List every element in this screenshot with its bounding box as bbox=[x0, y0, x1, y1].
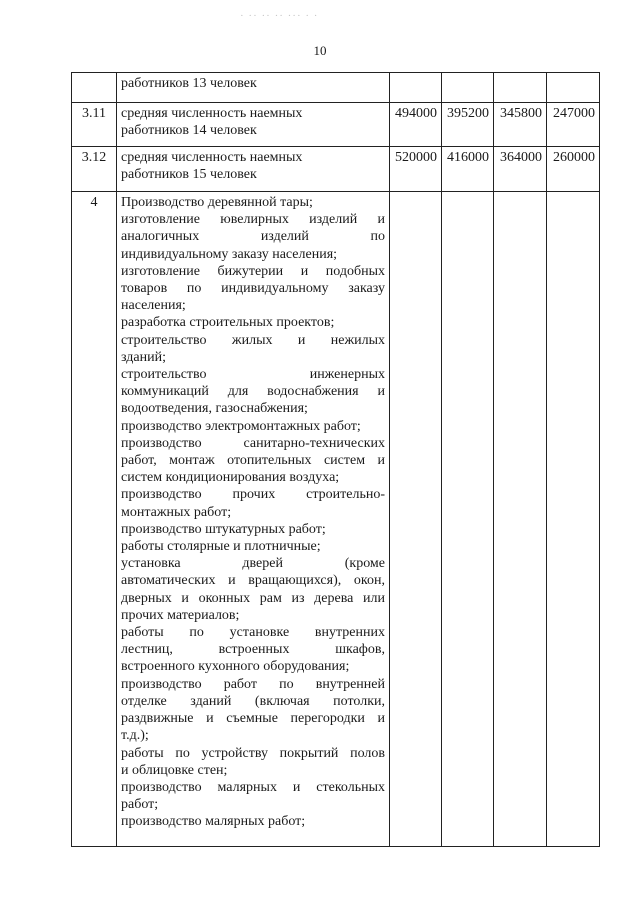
description-line: разработка строительных проектов; bbox=[121, 315, 335, 331]
description-line: и облицовке стен; bbox=[121, 762, 228, 778]
activity-description-cell bbox=[117, 147, 390, 192]
description-line: раздвижные и съемные перегородки и bbox=[121, 711, 385, 727]
description-line: населения; bbox=[121, 298, 186, 314]
amount-cell-4 bbox=[547, 192, 600, 847]
description-line: работников 15 человек bbox=[121, 167, 257, 183]
description-line: производство штукатурных работ; bbox=[121, 521, 326, 537]
description-line: изготовление бижутерии и подобных bbox=[121, 263, 385, 279]
description-line: индивидуальному заказу населения; bbox=[121, 246, 338, 262]
amount-cell-2 bbox=[442, 192, 494, 847]
row-number-cell: 3.12 bbox=[72, 147, 117, 192]
description-line: средняя численность наемных bbox=[121, 150, 303, 165]
description-line: дверных и оконных рам из дерева или bbox=[121, 590, 385, 606]
amount-cell-1 bbox=[390, 192, 442, 847]
description-line: производство санитарно-технических bbox=[121, 435, 385, 451]
amount-cell-2: 395200 bbox=[442, 103, 494, 147]
activity-description-cell bbox=[117, 192, 390, 847]
table-row bbox=[72, 103, 600, 147]
description-line: работ, монтаж отопительных систем и bbox=[121, 453, 385, 469]
description-line: Производство деревянной тары; bbox=[121, 195, 313, 210]
description-line: работ; bbox=[121, 797, 159, 813]
tariff-table bbox=[71, 72, 600, 847]
amount-cell-4: 260000 bbox=[547, 147, 600, 192]
description-line: производство работ по внутренней bbox=[121, 676, 385, 692]
amount-cell-2 bbox=[442, 73, 494, 103]
amount-cell-1: 520000 bbox=[390, 147, 442, 192]
description-line: зданий; bbox=[121, 349, 166, 365]
description-line: работы по установке внутренних bbox=[121, 625, 385, 641]
description-line: средняя численность наемных bbox=[121, 106, 303, 121]
description-line: встроенного кухонного оборудования; bbox=[121, 659, 350, 675]
amount-cell-3: 345800 bbox=[494, 103, 547, 147]
amount-cell-3 bbox=[494, 73, 547, 103]
row-number-cell bbox=[72, 73, 117, 103]
description-line: производство прочих строительно- bbox=[121, 487, 385, 503]
amount-cell-1: 494000 bbox=[390, 103, 442, 147]
row-number-cell: 4 bbox=[72, 192, 117, 847]
row-number-cell: 3.11 bbox=[72, 103, 117, 147]
table-row bbox=[72, 192, 600, 847]
activity-description-cell bbox=[117, 103, 390, 147]
description-line: работы по устройству покрытий полов bbox=[121, 745, 385, 761]
description-line: работников 14 человек bbox=[121, 123, 257, 139]
description-line: работы столярные и плотничные; bbox=[121, 539, 321, 555]
description-line: производство малярных работ; bbox=[121, 814, 306, 830]
description-line: водоотведения, газоснабжения; bbox=[121, 401, 308, 417]
amount-cell-4 bbox=[547, 73, 600, 103]
description-line: строительство жилых и нежилых bbox=[121, 332, 385, 348]
description-line: товаров по индивидуальному заказу bbox=[121, 281, 385, 297]
description-line: производство электромонтажных работ; bbox=[121, 418, 361, 434]
amount-cell-3: 364000 bbox=[494, 147, 547, 192]
table-row bbox=[72, 73, 600, 103]
description-line: т.д.); bbox=[121, 728, 149, 744]
description-line: установка дверей (кроме bbox=[121, 556, 385, 572]
table-row bbox=[72, 147, 600, 192]
page-number: 10 bbox=[313, 43, 327, 58]
amount-cell-1 bbox=[390, 73, 442, 103]
description-line: монтажных работ; bbox=[121, 504, 232, 520]
amount-cell-4: 247000 bbox=[547, 103, 600, 147]
description-line: аналогичных изделий по bbox=[121, 229, 385, 245]
description-line: коммуникаций для водоснабжения и bbox=[121, 384, 385, 400]
description-line: отделке зданий (включая потолки, bbox=[121, 693, 385, 709]
description-line: систем кондиционирования воздуха; bbox=[121, 470, 340, 486]
scan-stamp-mark: · ·· ·· ·· ··· · · bbox=[240, 10, 319, 22]
description-line: лестниц, встроенных шкафов, bbox=[121, 642, 385, 658]
description-line: строительство инженерных bbox=[121, 367, 385, 383]
amount-cell-3 bbox=[494, 192, 547, 847]
description-line: изготовление ювелирных изделий и bbox=[121, 212, 385, 228]
description-line: прочих материалов; bbox=[121, 607, 240, 623]
activity-description-cell bbox=[117, 73, 390, 103]
description-line: работников 13 человек bbox=[121, 76, 257, 91]
description-line: автоматических и вращающихся), окон, bbox=[121, 573, 385, 589]
description-line: производство малярных и стекольных bbox=[121, 779, 385, 795]
amount-cell-2: 416000 bbox=[442, 147, 494, 192]
